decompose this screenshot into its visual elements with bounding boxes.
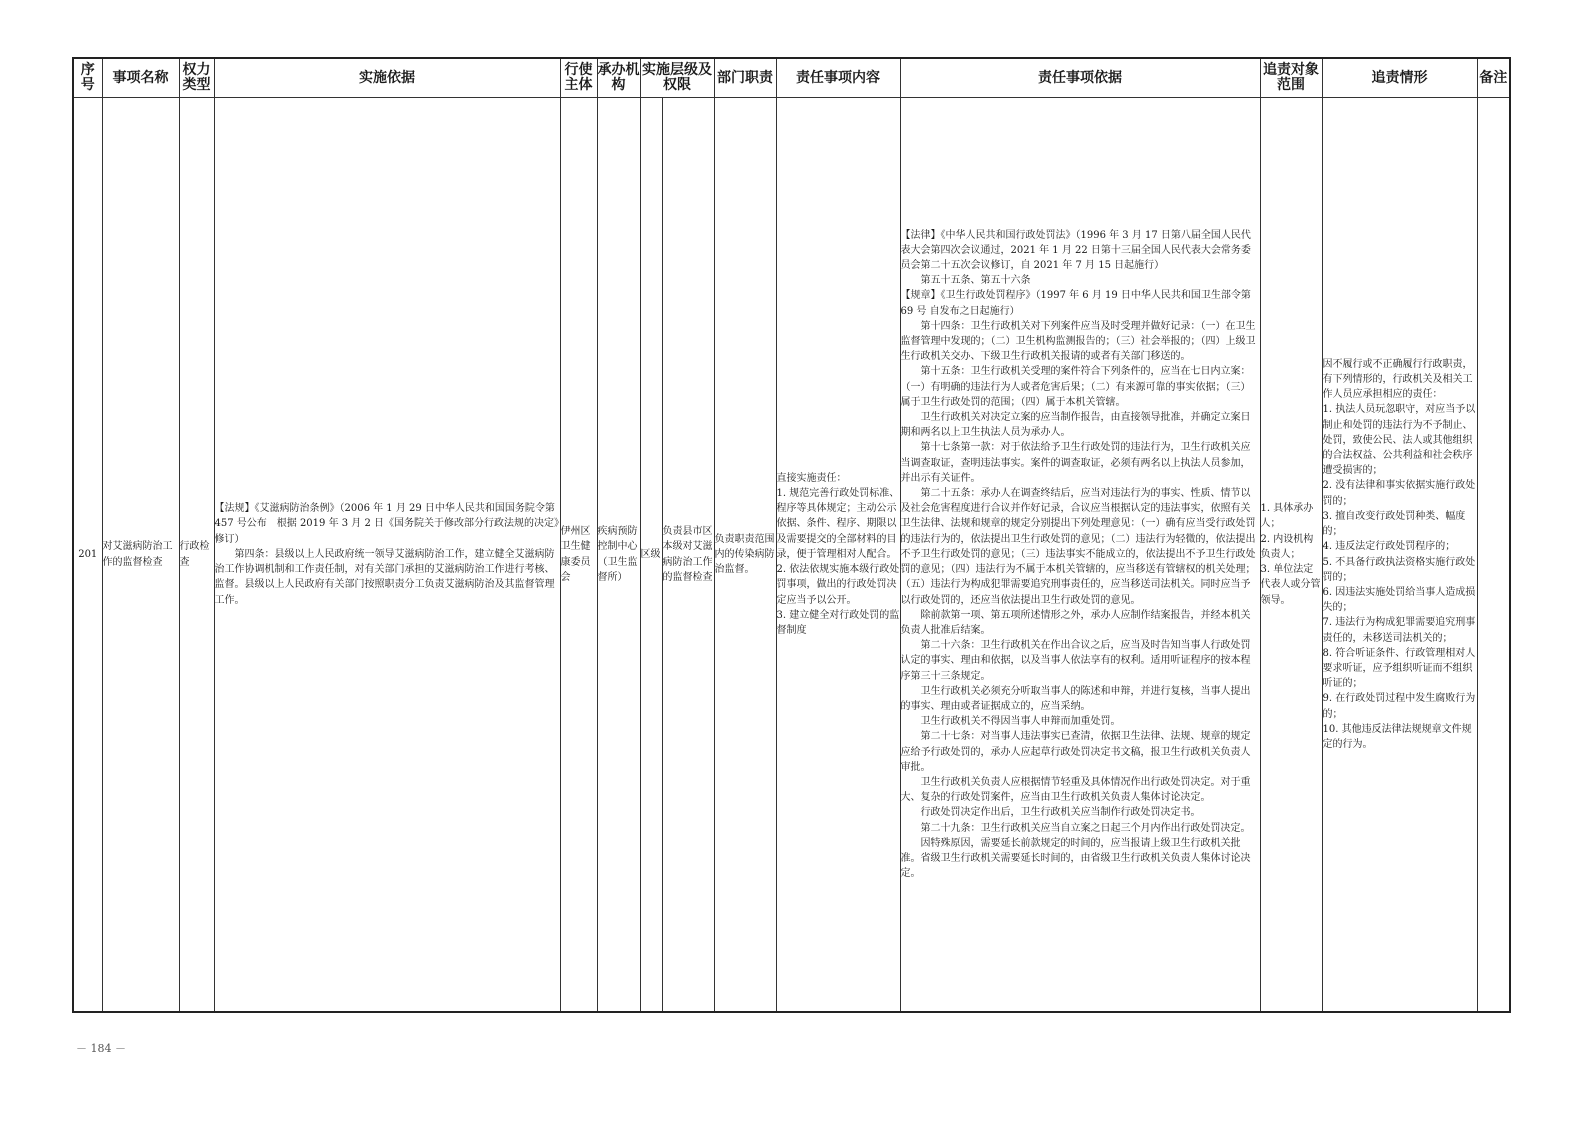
target-item: 1. 具体承办人； bbox=[1260, 503, 1314, 530]
cell-note bbox=[1477, 98, 1510, 1013]
resp-item: 1. 规范完善行政处罚标准、程序等具体规定；主动公示依据、条件、程序、期限以及需要提交的全部材料的目录，便于管理相对人配合。 bbox=[776, 488, 900, 560]
cell-situation bbox=[1322, 98, 1477, 1013]
header-basis: 实施依据 bbox=[214, 58, 560, 98]
cell-org: 疾病预防控制中心（卫生监督所） bbox=[597, 98, 640, 1013]
header-subject: 行使主体 bbox=[560, 58, 597, 98]
header-duty: 部门职责 bbox=[714, 58, 776, 98]
header-resp: 责任事项内容 bbox=[776, 58, 900, 98]
cell-target bbox=[1260, 98, 1322, 1013]
page-number: － 184 － bbox=[76, 1042, 126, 1055]
table-header-row bbox=[73, 58, 1510, 98]
situation-item: 8. 符合听证条件、行政管理相对人要求听证，应予组织听证而不组织听证的； bbox=[1322, 647, 1476, 690]
cell-duty: 负责职责范围内的传染病防治监督。 bbox=[714, 98, 776, 1013]
situation-item: 10. 其他违反法律法规规章文件规定的行为。 bbox=[1322, 723, 1472, 750]
resp-basis-paragraph: 【法律】《中华人民共和国行政处罚法》（1996 年 3 月 17 日第八届全国人民代表大会第四次会议通过，2021 年 1 月 22 日第十三届全国人民代表大会常务委员会第二十五次会议修订，自 2021 年 7 月 15 日起施行） bbox=[900, 229, 1251, 272]
basis-article: 第四条：县级以上人民政府统一领导艾滋病防治工作，建立健全艾滋病防治工作协调机制和工作责任制，对有关部门承担的艾滋病防治工作进行考核、监督。县级以上人民政府有关部门按照职责分工负责艾滋病防治及其监督管理工作。 bbox=[214, 548, 555, 606]
resp-basis-paragraph: 卫生行政机关必须充分听取当事人的陈述和申辩，并进行复核，当事人提出的事实、理由或者证据成立的，应当采纳。 bbox=[900, 685, 1251, 712]
basis-source: 【法规】《艾滋病防治条例》（2006 年 1 月 29 日中华人民共和国国务院令第 457 号公布 根据 2019 年 3 月 2 日《国务院关于修改部分行政法规的决定》修订） bbox=[214, 503, 560, 545]
header-name: 事项名称 bbox=[102, 58, 179, 98]
header-org: 承办机构 bbox=[597, 58, 640, 98]
cell-type: 行政检查 bbox=[179, 98, 214, 1013]
target-item: 2. 内设机构负责人； bbox=[1260, 533, 1314, 560]
cell-basis bbox=[214, 98, 560, 1013]
header-level: 实施层级及权限 bbox=[640, 58, 714, 98]
header-resp-basis: 责任事项依据 bbox=[900, 58, 1260, 98]
situation-item: 因不履行或不正确履行行政职责，有下列情形的，行政机关及相关工作人员应承担相应的责任： bbox=[1322, 358, 1473, 401]
resp-basis-paragraph: 第十四条：卫生行政机关对下列案件应当及时受理并做好记录：（一）在卫生监督管理中发现的；（二）卫生机构监测报告的；（三）社会举报的；（四）上级卫生行政机关交办、下级卫生行政机关报请的或者有关部门移送的。 bbox=[900, 320, 1256, 363]
responsibility-table bbox=[72, 57, 1511, 1013]
resp-basis-paragraph: 第二十七条：对当事人违法事实已查清，依据卫生法律、法规、规章的规定应给予行政处罚的，承办人应起草行政处罚决定书文稿，报卫生行政机关负责人审批。 bbox=[900, 731, 1251, 773]
header-target: 追责对象范围 bbox=[1260, 58, 1322, 98]
resp-item: 直接实施责任： bbox=[776, 472, 847, 484]
cell-resp-basis bbox=[900, 98, 1260, 1013]
target-item: 3. 单位法定代表人或分管领导。 bbox=[1260, 564, 1321, 606]
cell-resp bbox=[776, 98, 900, 1013]
resp-basis-list bbox=[901, 228, 1260, 882]
header-note: 备注 bbox=[1477, 58, 1510, 98]
cell-subject: 伊州区卫生健康委员会 bbox=[560, 98, 597, 1013]
header-situation: 追责情形 bbox=[1322, 58, 1477, 98]
header-seq: 序号 bbox=[73, 58, 102, 98]
resp-item: 3. 建立健全对行政处罚的监督制度 bbox=[776, 609, 900, 636]
cell-level-b: 负责县市区本级对艾滋病防治工作的监督检查 bbox=[662, 98, 714, 1013]
situation-item: 4. 违反法定行政处罚程序的； bbox=[1322, 541, 1456, 553]
situation-item: 3. 擅自改变行政处罚种类、幅度的； bbox=[1322, 510, 1466, 538]
situation-item: 9. 在行政处罚过程中发生腐败行为的； bbox=[1322, 693, 1476, 720]
resp-basis-paragraph: 第十五条：卫生行政机关受理的案件符合下列条件的，应当在七日内立案：（一）有明确的违法行为人或者危害后果；（二）有来源可靠的事实依据；（三）属于卫生行政处罚的范围；（四）属于本机关管辖。 bbox=[900, 366, 1251, 408]
resp-basis-paragraph: 行政处罚决定作出后，卫生行政机关应当制作行政处罚决定书。 bbox=[920, 807, 1201, 819]
resp-basis-paragraph: 卫生行政机关不得因当事人申辩而加重处罚。 bbox=[920, 716, 1121, 728]
resp-basis-paragraph: 卫生行政机关对决定立案的应当制作报告，由直接领导批准，并确定立案日期和两名以上卫生执法人员为承办人。 bbox=[900, 412, 1251, 439]
resp-basis-paragraph: 第五十五条、第五十六条 bbox=[920, 275, 1031, 287]
situation-item: 2. 没有法律和事实依据实施行政处罚的； bbox=[1322, 480, 1476, 507]
resp-basis-paragraph: 第二十五条：承办人在调查终结后，应当对违法行为的事实、性质、情节以及社会危害程度进行合议并作好记录，合议应当根据认定的违法事实，依照有关卫生法律、法规和规章的规定分别提出下列处理意见：（一）确有应当受行政处罚的违法行为的，依法提出卫生行政处罚的意见；（二）违法行为轻微的，依法提出不予卫生行政处罚的意见；（三）违法事实不能成立的，依法提出不予卫生行政处罚的意见；（四）违法行为不属于本机关管辖的，应当移送有管辖权的机关处理；（五）违法行为构成犯罪需要追究刑事责任的，应当移送司法机关。同时应当予以行政处罚的，还应当依法提出卫生行政处罚的意见。 bbox=[900, 488, 1256, 606]
situation-item: 6. 因违法实施处罚给当事人造成损失的； bbox=[1322, 586, 1476, 614]
header-type: 权力类型 bbox=[179, 58, 214, 98]
resp-basis-paragraph: 除前款第一项、第五项所述情形之外，承办人应制作结案报告，并经本机关负责人批准后结案。 bbox=[900, 609, 1251, 636]
resp-item: 2. 依法依规实施本级行政处罚事项，做出的行政处罚决定应当予以公开。 bbox=[776, 564, 900, 606]
table-row bbox=[73, 98, 1510, 1013]
resp-basis-paragraph: 第二十六条：卫生行政机关在作出合议之后，应当及时告知当事人行政处罚认定的事实、理由和依据，以及当事人依法享有的权利。适用听证程序的按本程序第三十三条规定。 bbox=[900, 640, 1251, 682]
cell-seq: 201 bbox=[73, 98, 102, 1013]
resp-basis-paragraph: 第二十九条：卫生行政机关应当自立案之日起三个月内作出行政处罚决定。 bbox=[920, 822, 1251, 834]
cell-level-a: 区级 bbox=[640, 98, 662, 1013]
resp-basis-paragraph: 第十七条第一款：对于依法给予卫生行政处罚的违法行为，卫生行政机关应当调查取证，查明违法事实。案件的调查取证，必须有两名以上执法人员参加，并出示有关证件。 bbox=[900, 442, 1251, 484]
resp-basis-paragraph: 卫生行政机关负责人应根据情节轻重及具体情况作出行政处罚决定。对于重大、复杂的行政处罚案件，应当由卫生行政机关负责人集体讨论决定。 bbox=[900, 776, 1251, 804]
situation-item: 5. 不具备行政执法资格实施行政处罚的； bbox=[1322, 556, 1476, 583]
resp-basis-paragraph: 【规章】《卫生行政处罚程序》（1997 年 6 月 19 日中华人民共和国卫生部令第 69 号 自发布之日起施行） bbox=[900, 290, 1251, 317]
resp-basis-paragraph: 因特殊原因，需要延长前款规定的时间的，应当报请上级卫生行政机关批准。省级卫生行政机关需要延长时间的，由省级卫生行政机关负责人集体讨论决定。 bbox=[900, 837, 1251, 880]
cell-name: 对艾滋病防治工作的监督检查 bbox=[102, 98, 179, 1013]
situation-list bbox=[1323, 357, 1477, 752]
situation-item: 7. 违法行为构成犯罪需要追究刑事责任的，未移送司法机关的； bbox=[1322, 617, 1476, 644]
situation-item: 1. 执法人员玩忽职守，对应当予以制止和处罚的违法行为不予制止、处罚，致使公民、法人或其他组织的合法权益、公共利益和社会秩序遭受损害的； bbox=[1322, 404, 1476, 477]
